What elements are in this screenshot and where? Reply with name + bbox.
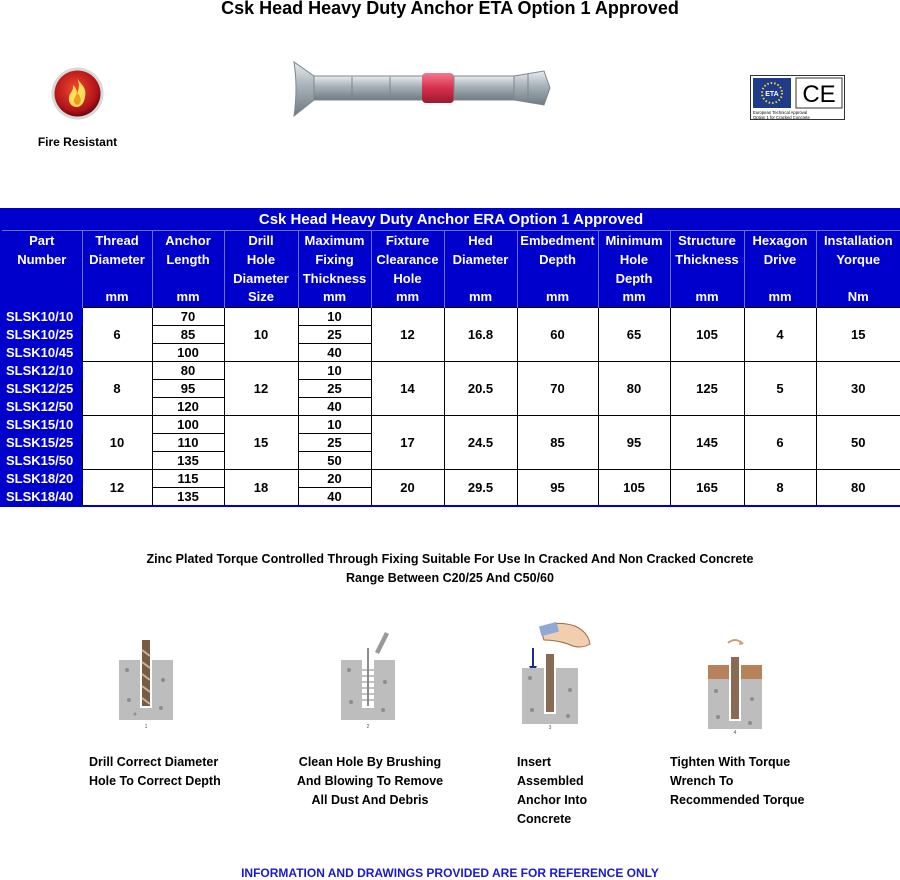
fire-resistant-icon bbox=[50, 66, 105, 121]
table-cell: 70 bbox=[517, 362, 598, 416]
step-3-caption: Insert Assembled Anchor Into Concrete bbox=[517, 753, 627, 829]
table-cell: 40 bbox=[298, 488, 371, 507]
table-cell: 4 bbox=[744, 308, 816, 362]
column-header-label: Anchor Length bbox=[153, 231, 224, 269]
table-cell: 120 bbox=[152, 398, 224, 416]
table-cell: SLSK10/25 bbox=[1, 326, 82, 344]
table-cell: SLSK15/25 bbox=[1, 434, 82, 452]
column-header-label: Fixture Clearance Hole bbox=[372, 231, 444, 288]
step-1-drill-illustration bbox=[115, 620, 177, 730]
table-cell: SLSK15/10 bbox=[1, 416, 82, 434]
column-header bbox=[816, 231, 900, 308]
table-cell: 105 bbox=[670, 308, 744, 362]
step-1-caption: Drill Correct Diameter Hole To Correct Depth bbox=[89, 753, 259, 791]
table-row bbox=[1, 362, 900, 380]
table-cell: 80 bbox=[598, 362, 670, 416]
column-unit: Nm bbox=[817, 287, 900, 306]
table-row bbox=[1, 416, 900, 434]
table-cell: 50 bbox=[298, 452, 371, 470]
table-cell: SLSK15/50 bbox=[1, 452, 82, 470]
column-header-label: Structure Thickness bbox=[671, 231, 744, 269]
table-cell: 8 bbox=[82, 362, 152, 416]
table-cell: 6 bbox=[744, 416, 816, 470]
table-cell: 100 bbox=[152, 344, 224, 362]
table-cell: 40 bbox=[298, 344, 371, 362]
table-cell: 80 bbox=[152, 362, 224, 380]
step-2-number: 2 bbox=[367, 724, 370, 730]
column-unit: mm bbox=[671, 287, 744, 306]
table-cell: 145 bbox=[670, 416, 744, 470]
table-cell: 30 bbox=[816, 362, 900, 416]
table-cell: 95 bbox=[152, 380, 224, 398]
column-header bbox=[1, 231, 82, 308]
step-2-brush-illustration bbox=[337, 620, 399, 730]
column-unit: mm bbox=[745, 287, 816, 306]
step-3-insert-illustration bbox=[520, 618, 595, 730]
table-cell: 80 bbox=[816, 470, 900, 507]
table-cell: 125 bbox=[670, 362, 744, 416]
table-cell: 25 bbox=[298, 434, 371, 452]
column-header bbox=[517, 231, 598, 308]
column-header-label: Installation Yorque bbox=[817, 231, 900, 269]
column-header bbox=[744, 231, 816, 308]
page-title: Csk Head Heavy Duty Anchor ETA Option 1 Approved bbox=[0, 0, 900, 19]
table-cell: SLSK18/40 bbox=[1, 488, 82, 507]
table-cell: 60 bbox=[517, 308, 598, 362]
column-header bbox=[670, 231, 744, 308]
column-unit: mm bbox=[372, 287, 444, 306]
table-cell: 18 bbox=[224, 470, 298, 507]
column-header bbox=[82, 231, 152, 308]
product-description bbox=[0, 550, 900, 588]
table-cell: 85 bbox=[517, 416, 598, 470]
column-unit: mm bbox=[153, 287, 224, 306]
fire-resistant-label: Fire Resistant bbox=[20, 135, 135, 149]
table-cell: 65 bbox=[598, 308, 670, 362]
table-cell: 20.5 bbox=[444, 362, 517, 416]
column-header bbox=[152, 231, 224, 308]
table-cell: 10 bbox=[82, 416, 152, 470]
table-cell: 12 bbox=[371, 308, 444, 362]
column-unit: mm bbox=[299, 287, 371, 306]
table-cell: 40 bbox=[298, 398, 371, 416]
table-cell: 15 bbox=[816, 308, 900, 362]
cert-text-2: Option 1 for Cracked Concrete bbox=[753, 115, 810, 120]
table-cell: 25 bbox=[298, 326, 371, 344]
table-cell: SLSK12/50 bbox=[1, 398, 82, 416]
column-unit: Size bbox=[225, 287, 298, 306]
column-unit: mm bbox=[83, 287, 152, 306]
table-cell: 135 bbox=[152, 452, 224, 470]
column-header-label: Maximum Fixing Thickness bbox=[299, 231, 371, 288]
table-cell: 10 bbox=[298, 416, 371, 434]
table-cell: SLSK10/10 bbox=[1, 308, 82, 326]
table-cell: 20 bbox=[298, 470, 371, 488]
table-cell: 12 bbox=[224, 362, 298, 416]
table-cell: SLSK18/20 bbox=[1, 470, 82, 488]
table-cell: 105 bbox=[598, 470, 670, 507]
table-cell: 95 bbox=[598, 416, 670, 470]
table-cell: 135 bbox=[152, 488, 224, 507]
column-header-label: Part Number bbox=[2, 231, 82, 269]
table-cell: 15 bbox=[224, 416, 298, 470]
column-header bbox=[598, 231, 670, 308]
table-cell: 70 bbox=[152, 308, 224, 326]
table-cell: 85 bbox=[152, 326, 224, 344]
column-header-label: Embedment Depth bbox=[518, 231, 598, 269]
table-cell: 24.5 bbox=[444, 416, 517, 470]
column-header-label: Hed Diameter bbox=[445, 231, 517, 269]
table-row bbox=[1, 308, 900, 326]
table-cell: 8 bbox=[744, 470, 816, 507]
ce-mark-text: CE bbox=[802, 81, 835, 108]
column-header bbox=[371, 231, 444, 308]
table-cell: 12 bbox=[82, 470, 152, 507]
table-row bbox=[1, 470, 900, 488]
description-line-2: Range Between C20/25 And C50/60 bbox=[0, 569, 900, 588]
table-cell: SLSK10/45 bbox=[1, 344, 82, 362]
eta-text: ETA bbox=[765, 91, 778, 98]
table-cell: 165 bbox=[670, 470, 744, 507]
column-header-label: Drill Hole Diameter bbox=[225, 231, 298, 288]
table-cell: 10 bbox=[224, 308, 298, 362]
table-cell: 16.8 bbox=[444, 308, 517, 362]
table-cell: SLSK12/10 bbox=[1, 362, 82, 380]
reference-disclaimer: INFORMATION AND DRAWINGS PROVIDED ARE FOR REFERENCE ONLY bbox=[0, 866, 900, 880]
anchor-spec-table bbox=[0, 208, 900, 507]
step-4-tighten-illustration bbox=[704, 630, 766, 740]
table-cell: 110 bbox=[152, 434, 224, 452]
table-cell: 95 bbox=[517, 470, 598, 507]
step-4-caption: Tighten With Torque Wrench To Recommended Torque bbox=[670, 753, 840, 810]
step-3-number: 3 bbox=[549, 725, 552, 730]
table-cell: 14 bbox=[371, 362, 444, 416]
table-cell: 10 bbox=[298, 308, 371, 326]
column-unit: mm bbox=[445, 287, 517, 306]
anchor-product-image bbox=[292, 58, 552, 118]
step-4-number: 4 bbox=[734, 730, 737, 736]
description-line-1: Zinc Plated Torque Controlled Through Fixing Suitable For Use In Cracked And Non Cracked Concrete bbox=[0, 550, 900, 569]
table-cell: 100 bbox=[152, 416, 224, 434]
table-title: Csk Head Heavy Duty Anchor ERA Option 1 Approved bbox=[1, 209, 900, 231]
table-cell: 115 bbox=[152, 470, 224, 488]
table-cell: 5 bbox=[744, 362, 816, 416]
column-header bbox=[298, 231, 371, 308]
table-cell: SLSK12/25 bbox=[1, 380, 82, 398]
column-header-label: Minimum Hole Depth bbox=[599, 231, 670, 288]
column-unit: mm bbox=[518, 287, 598, 306]
table-cell: 25 bbox=[298, 380, 371, 398]
column-header-label: Hexagon Drive bbox=[745, 231, 816, 269]
step-1-number: 1 bbox=[145, 724, 148, 730]
column-header bbox=[444, 231, 517, 308]
table-cell: 6 bbox=[82, 308, 152, 362]
column-header-label: Thread Diameter bbox=[83, 231, 152, 269]
column-header bbox=[224, 231, 298, 308]
table-cell: 10 bbox=[298, 362, 371, 380]
column-unit: mm bbox=[599, 287, 670, 306]
table-cell: 29.5 bbox=[444, 470, 517, 507]
eta-ce-certification-logo bbox=[750, 75, 845, 120]
cert-text-1: European Technical Approval bbox=[753, 110, 807, 115]
table-cell: 17 bbox=[371, 416, 444, 470]
table-cell: 20 bbox=[371, 470, 444, 507]
step-2-caption: Clean Hole By Brushing And Blowing To Remove All Dust And Debris bbox=[290, 753, 450, 810]
table-cell: 50 bbox=[816, 416, 900, 470]
